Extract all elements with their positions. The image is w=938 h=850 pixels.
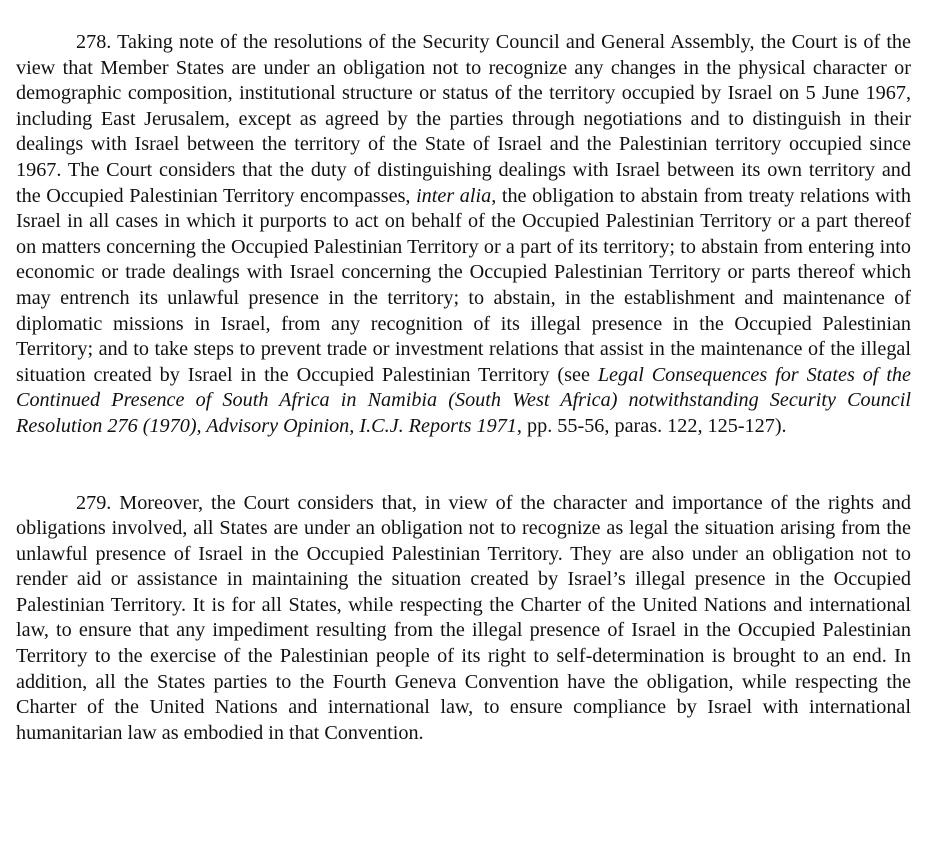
paragraph-text: , the obligation to abstain from treaty relations with Israel in all cases in which it purports to act on behalf of the Occupied Palestinian Territory or a part thereof on matters concerning the Occupied Palestinian Territory or a part of its territory; to abstain from entering into economic or trade dealings with Israel concerning the Occupied Palestinian Territory or parts thereof which may entrench its unlawful presence in the territory; to abstain, in the establishment and maintenance of diplomatic missions in Israel, from any recognition of its illegal presence in the Occupied Palestinian Territory; and to take steps to prevent trade or investment relations that assist in the maintenance of the illegal situation created by Israel in the Occupied Palestinian Territory (see — [16, 184, 911, 386]
document-body — [16, 30, 911, 746]
paragraph-279 — [16, 491, 911, 747]
paragraph-text-italic: inter alia — [416, 184, 492, 207]
paragraph-number: 279. — [76, 491, 112, 514]
paragraph-text: Moreover, the Court considers that, in view of the character and importance of the rights and obligations involved, all States are under an obligation not to recognize as legal the situation arising from the unlawful presence of Israel in the Occupied Palestinian Territory. They are also under an obligation not to render aid or assistance in maintaining the situation created by Israel’s illegal presence in the Occupied Palestinian Territory. It is for all States, while respecting the Charter of the United Nations and international law, to ensure that any impediment resulting from the illegal presence of Israel in the Occupied Palestinian Territory to the exercise of the Palestinian people of its right to self-determination is brought to an end. In addition, all the States parties to the Fourth Geneva Convention have the obligation, while respecting the Charter of the United Nations and international law, to ensure compliance by Israel with international humanitarian law as embodied in that Convention. — [16, 491, 911, 744]
case-citation: Legal Consequences for States of the Continued Presence of South Africa in Namibia (South West Africa) notwithstanding Security Council Resolution 276 (1970), Advisory Opinion, I.C.J. Reports 1971 — [16, 363, 911, 437]
paragraph-278 — [16, 30, 911, 440]
paragraph-text: Taking note of the resolutions of the Security Council and General Assembly, the Court is of the view that Member States are under an obligation not to recognize any changes in the physical character or demographic composition, institutional structure or status of the territory occupied by Israel on 5 June 1967, including East Jerusalem, except as agreed by the parties through negotiations and to distinguish in their dealings with Israel between the territory of the State of Israel and the Palestinian territory occupied since 1967. The Court considers that the duty of distinguishing dealings with Israel between its own territory and the Occupied Palestinian Territory encompasses, — [16, 31, 911, 207]
paragraph-text: , pp. 55-56, paras. 122, 125-127). — [516, 414, 787, 437]
paragraph-number: 278. — [76, 31, 112, 53]
